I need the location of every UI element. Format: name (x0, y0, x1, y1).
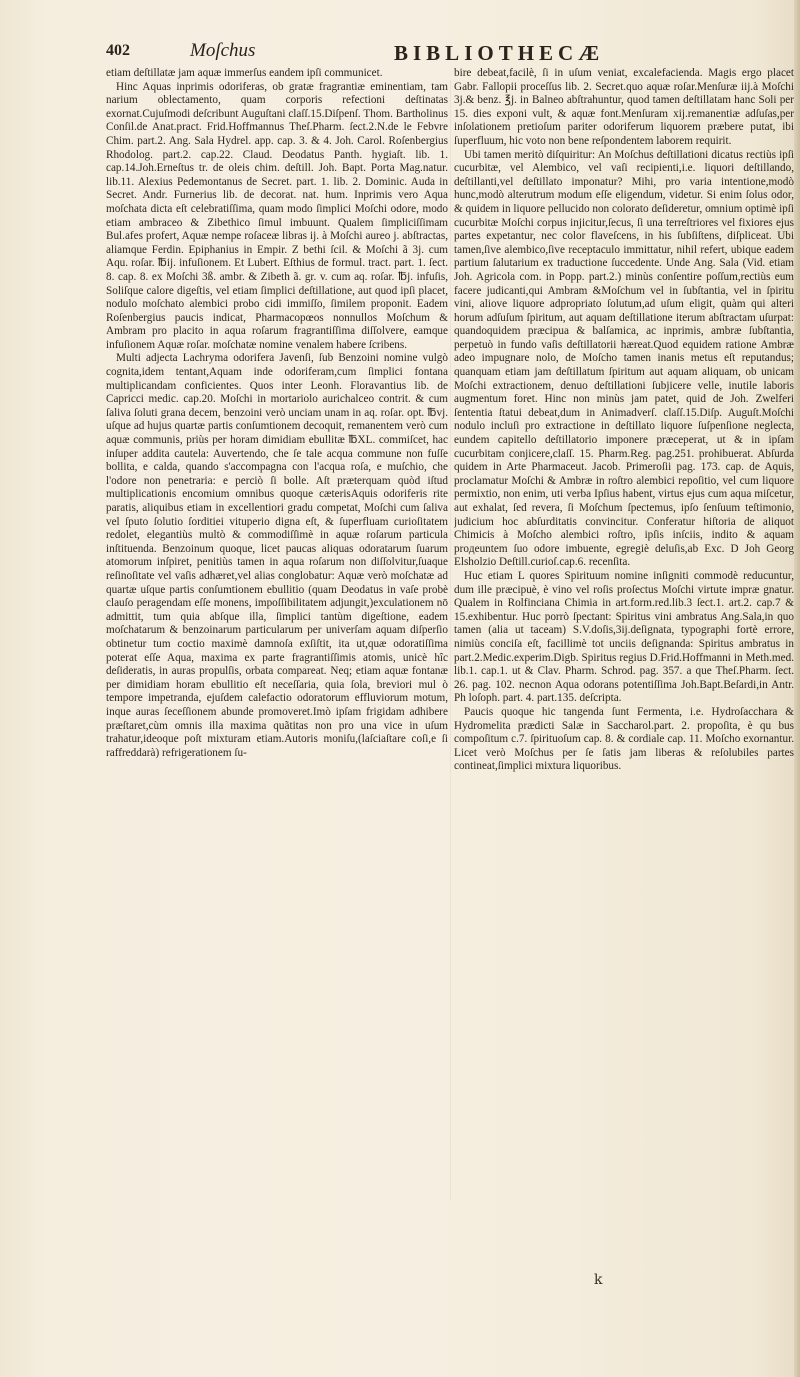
page-header (106, 40, 796, 64)
column-gutter (450, 80, 451, 1200)
paragraph: Paucis quoque hic tangenda ſunt Fermenta, i.e. Hydroſacchara & Hydromelita prædicti Salæ in Saccharol.part. 2. propoſita, è qu bus compoſitum c.7. ſpirituoſum cap. 8. & cordiale cap. 11. Moſcho exornantur. Licet verò Moſchus per ſe ſatis jam liberas & reſolubiles partes contineat,ſimplici mixtura liquoribus. (454, 705, 794, 773)
paragraph: Multi adjecta Lachryma odorifera Javenſi, ſub Benzoini nomine vulgò cognita,idem tentant,Aquam inde odoriferam,cum ſimplici fontana multiplicandam conficientes. Quos inter Leonh. Floravantius lib. de Capricci medic. cap.20. Moſchi in mortariolo aurichalceo contrit. & cum ſaliva ſoluti grana decem, benzoini verò unciam unam in aq. roſar. opt. ℔vj. uſque ad hujus quartæ partis conſumtionem decoquit, remanentem verò cum aquæ communis, priùs per horam dimidiam ebullitæ ℔XL. commiſcet, hac inſuper addita cautela: Auvertendo, che ſe tale acqua commune non fuſſe bollita, e calda, quando s'accompagna con l'acqua roſa, e muſchio, che l'odore non penetraria: e perciò ſi bolle. Aſt præterquam quòd iſtud multiplicationis encomium omnibus quoque cæterisAquis odoriferis rite paratis, aliquibus etiam in excellentiori gradu competat, Moſchi cum ſaliva vel ſputo ſolutio ſorditiei vituperio digna eſt, & ſuperfluam curioſitatem redolet, elegantiùs multò & commodiſſimè in aquæ roſarum particula inſtituenda. Benzoinum quoque, licet paucas aliquas odoratarum ſuarum atomorum inſpiret, penitiùs tamen in aqua roſarum non diſſolvitur,ſuaque reſinoſitate vel vaſis adhæret,vel alias conglobatur: Aquæ verò moſchatæ ad quartæ uſque partis conſumtionem ebullitio (quam Deodatus in vaſe probè clauſo peragendam eſſe monens, impoſſibilitatem adjungit,)exculationem nō admittit, tum quia abſque illa, ſimplici tantùm digeſtione, eadem moſchatarum & benzoinarum particularum per univerſam aquam diſperſio obtinetur tum coctio maximè damnoſa exſiſtit, ita ut,quæ odoratiſſima poterat eſſe Aqua, maxima ex parte fragrantiſſimis atomis, unicè hîc deſideratis, in auras propulſis, orbata comparеat. Neq; etiam aquæ fontanæ per dimidiam horam ebullitio eſt neceſſaria, quia ſola, breviori mul ò tempore impetranda, ejuſdem calefactio odoratorum effluviorum motum, inque auras ſeceſſionem abunde promoveret.Imò ipſam frigidam adhibere præſtaret,cùm omnis illa maxima quãtitas non pro una vice in uſum trahatur,ideoque poſt mixturam etiam.Autoris moniſu,(laſciaſtare coſi,e ſi raffreddarà) refrigerationem ſu- (106, 352, 448, 759)
paragraph: Ubi tamen meritò diſquiritur: An Moſchus deſtillationi dicatus rectiùs ipſi cucurbitæ, vel Alembico, vel vaſi recipienti,i.e. liquori deſtillando, deſtillanti,vel deſtillato imponatur? Mihi, pro varia intentione,modò hunc,modò alterutrum modum eſſe eligendum, videtur. Si enim ſolus odor, & quidem in liquore pellucido non colorato deſideretur, omnium optimè ipſi cucurbitæ Moſchi corpus injicitur,ſecus, ſi una terreſtriores vel fixiores ejus partes expetantur, nec color flaveſcens, in his ſubſiſtens, diſpliceat. Ubi tamen,ſive alembico,ſive receptaculo immittatur, nihil refert, ubique eadem partium ſalutarium ex traductione ſuccedente. Unde Ang. Sala (Vid. etiam Joh. Agricola com. in Popp. part.2.) minùs conſentire poſſum,rectiùs eum facere judicanti,qui Ambram &Moſchum vel in ſubſtantia, vel in ſpiritu vini, aliove liquore adpropriato ſolutum,ad uſum eligit, quàm qui alteri horum adſuſum ſpiritum, aut aquam deſtillatione iterum abſtractam uſurpat: quandoquidem præcipua & balſamica, ac inprimis, ambræ ſubſtantia, perpetuò in fundo vaſis deſtillatorii hæreat.Quod equidem ratione Ambræ adeo impugnare nolo, de Moſcho tamen inanis metus eſt reputandus; quanquam etiam jam deſtillatum ſpiritum aut aquam aliquam, ob unicam Moſchi extractionem, denuo deſtillationi ſubjicere velle, inutile laboris augmentum foret. Hinc non minùs jam patet, quid de Joh. Zwelferi ſententia ſtatui debeat,dum in Animadverſ. claſſ.15.Diſp. Auguſt.Moſchi nodulo incluſi pro extractione in deſtillato liquore ſuſpenſione neglecta, eundem capitello deſtillatorio imponere præceperat, ut & in ipſam cucurbitam conjicere,claſſ. 15. Pharm.Reg. pag.251. prohibuerat. Abſurda quidem in Arte Pharmaceut. Jacob. Primeroſii pag. 173. cap. de Aquis, proclamatur Moſchi & Ambræ in roſtro alembici repoſitio, vel cum liquore permixtio, non enim, uti verba Ipſius habent, virtus ejus cum aqua miſcetur, aut exhalat, ſed revera, ſi Moſchum ſpectemus, ipſo ſenſuum teſtimonio, judicium hoc abſurditatis convincitur. Conferatur hiſtoria de aliquot Chimicis à Moſcho alembici roſtro, ipſis inſciis, indito & aquam proдеuntem ſuo odore imbuente, egregiè deluſis,ab Exc. D Joh Georg Elsholzio Deſtill.curioſ.cap.6. recenſita. (454, 148, 794, 569)
paragraph: etiam deſtillatæ jam aquæ immerſus eandem ipſi communicet. (106, 67, 383, 79)
page-number: 402 (106, 42, 130, 59)
page-title: BIBLIOTHECÆ (394, 41, 605, 65)
paragraph: bire debeat,facilè, ſi in uſum veniat, excalefacienda. Magis ergo placet Gabr. Fallopii proceſſus lib. 2. Secret.quo aquæ roſar.Menſuræ iij.à Moſchi 3j.& benz. ℥j. in Balneo abſtrahuntur, quod tamen deſtillatam hanc Soli per 15. dies exponi vult, & aquæ font.Menſuram xij.remanentiæ adſuſas,per inſolationem pretioſum pariter odoriferum liquorem præbere putat, ibi ſuperfluum, hic voto non bene reſpondentem laborem requirit. (454, 67, 794, 147)
page-edge (794, 0, 800, 1377)
running-head: Moſchus (190, 40, 256, 61)
ink-mark: k (594, 1272, 603, 1288)
left-column (106, 67, 448, 1317)
right-column (454, 67, 794, 1317)
paragraph: Hinc Aquas inprimis odoriferas, ob gratæ fragrantiæ eminentiam, tam narium oblectamento, quam corporis refectioni deſtinatas exornat.Cujuſmodi deſcribunt Auguſtani claſſ.15.Diſpenſ. Thom. Bartholinus Conſil.de Anat.pract. Frid.Hoffmannus Theſ.Pharm. ſect.2.N.de le Febvre Chim. part.2. Ang. Sala Hydrel. app. cap. 3. & 4. Joh. Carol. Roſenbergius Rhodolog. part.2. cap.22. Claud. Deodatus Panth. hygiaſt. lib. 1. cap.14.Joh.Erneſtus tr. de oleis chim. deſtill. Joh. Bapt. Porta Mag.natur. lib.11. Alexius Pedemontanus de Secret. part. 1. lib. 2. Dominic. Auda in Secret. Andr. Furnerius lib. de decorat. nat. hum. Inprimis vero Aqua moſchata dicta eſt celebratiſſima, quam modo ſimplici Moſchi odore, modo etiam ambraceo & Zibethico ſimul imbuunt. Qualem ſimpliciſſimam Bul.afes profert, Aquæ nempe roſaceæ libras ij. à Moſchi aureo j. abſtractas, aliamque Ferdin. Epiphanius in Empir. Z bethi ſcil. & Moſchi ã 3j. cum Aqu. roſar. ℔ij. infuſionem. Et Lubert. Eſthius de formul. tract. part. 1. ſect. 8. cap. 8. ex Moſchi 3ß. ambr. & Zibeth ã. gr. v. cum aq. roſar. ℔j. infuſis, Soliſque calore digeſtis, vel etiam ſimplici deſtillatione, aut quod ipſi placet, nodulo moſchato alembici probo cidi immiſſo, ſimilem proponit. Eadem Roſenbergius paucis indicat, Pharmacopœos nonnullos Moſchum & Ambram pro placito in aqua roſarum fragrantiſſima diſſolvere, eamque infuſionem Aquæ roſar. moſchatæ nomine venalem habere ſcribens. (106, 80, 448, 351)
paragraph: Huc etiam L quores Spirituum nomine inſigniti commodè reducuntur, dum ille præcipuè, è vino vel roſis proſectus Moſchi virtute impræ gnatur. Qualem in Rolfinciana Chimia in art.form.red.lib.3 ſect.1. art.2. cap.7 & 15.exhibentur. Huc porrò ſpectant: Spiritus vini ambratus Ang.Sala,in quo tamen (alia ut taceam) S.V.doſis,3ij.deſignata, typographi fortè errore, nimiùs conciſa eſt, facillimè tot unciis deſignanda: Spiritus ambratus in part.2.Medic.experim.Digb. Spiritus regius D.Frid.Hoffmanni in Meth.med. lib.1. cap.1. ut & Clav. Pharm. Schrod. pag. 357. a que Theſ.Pharm. ſect. 26. pag. 102. necnon Aqua odorans potentiſſima Joh.Bapt.Beſardi,in Antr. Ph loſoph. part. 4. part.135. deſcripta. (454, 569, 794, 705)
